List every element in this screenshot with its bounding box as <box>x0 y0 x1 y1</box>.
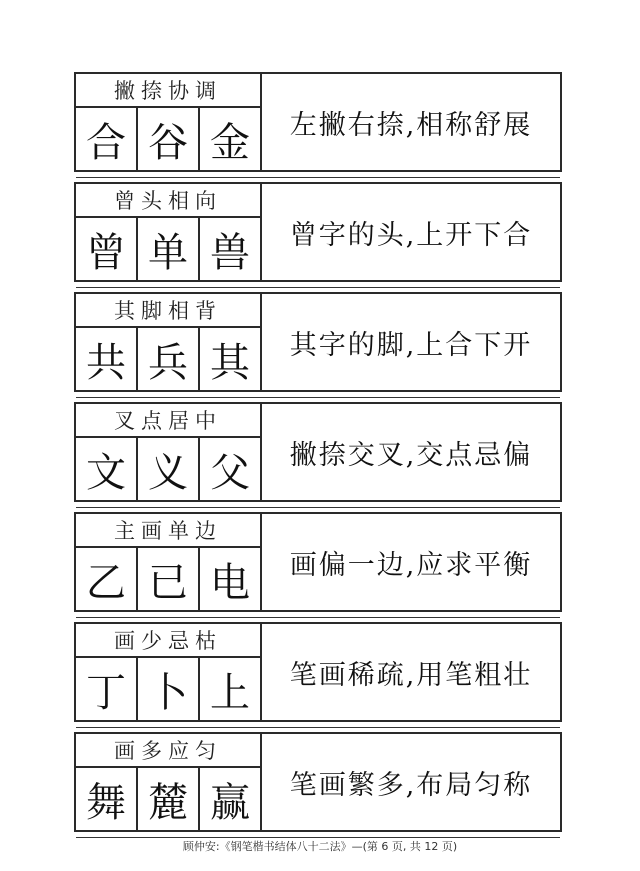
example-char: 已 <box>138 548 200 610</box>
rule-row <box>74 402 562 502</box>
rule-description: 画偏一边,应求平衡 <box>289 549 533 581</box>
page-footer: 顾仲安:《钢笔楷书结体八十二法》—(第 6 页, 共 12 页) <box>182 840 458 853</box>
example-chars <box>76 108 260 170</box>
example-char: 文 <box>76 438 138 500</box>
example-char: 合 <box>76 108 138 170</box>
example-char: 电 <box>210 559 250 606</box>
rule-row <box>74 292 562 392</box>
rule-left-panel <box>76 624 262 720</box>
example-char: 父 <box>210 449 250 496</box>
rule-title: 主画单边 <box>76 514 260 548</box>
rule-description: 左撇右捺,相称舒展 <box>289 109 533 141</box>
rule-left-panel <box>76 74 262 170</box>
example-char: 其 <box>210 339 250 386</box>
rule-row <box>74 72 562 172</box>
example-char: 金 <box>210 119 250 166</box>
rule-left-panel <box>76 404 262 500</box>
example-char: 卜 <box>138 658 200 720</box>
rule-title: 其脚相背 <box>76 294 260 328</box>
rule-row <box>74 732 562 832</box>
example-chars <box>76 218 260 280</box>
example-char: 义 <box>138 438 200 500</box>
example-char: 上 <box>210 669 250 716</box>
rule-row <box>74 182 562 282</box>
example-char: 兵 <box>138 328 200 390</box>
example-char: 兽 <box>210 229 250 276</box>
rule-title: 撇捺协调 <box>76 74 260 108</box>
example-char: 舞 <box>76 768 138 830</box>
rule-title: 画少忌枯 <box>76 624 260 658</box>
example-char: 丁 <box>76 658 138 720</box>
example-char: 赢 <box>210 779 250 826</box>
example-chars <box>76 548 260 610</box>
rule-title: 叉点居中 <box>76 404 260 438</box>
rule-description: 撇捺交叉,交点忌偏 <box>289 439 533 471</box>
rules-sheet <box>74 72 562 842</box>
example-chars <box>76 768 260 830</box>
example-char: 谷 <box>138 108 200 170</box>
example-chars <box>76 658 260 720</box>
example-char: 共 <box>76 328 138 390</box>
rule-description: 曾字的头,上开下合 <box>289 219 533 251</box>
example-char: 乙 <box>76 548 138 610</box>
example-chars <box>76 438 260 500</box>
rule-description: 笔画繁多,布局匀称 <box>289 769 533 801</box>
example-char: 曾 <box>76 218 138 280</box>
example-chars <box>76 328 260 390</box>
rule-title: 画多应匀 <box>76 734 260 768</box>
example-char: 单 <box>138 218 200 280</box>
rule-title: 曾头相向 <box>76 184 260 218</box>
rule-row <box>74 512 562 612</box>
rule-row <box>74 622 562 722</box>
rule-left-panel <box>76 294 262 390</box>
example-char: 麓 <box>138 768 200 830</box>
rule-description: 其字的脚,上合下开 <box>289 329 533 361</box>
rule-description: 笔画稀疏,用笔粗壮 <box>289 659 533 691</box>
rule-left-panel <box>76 514 262 610</box>
rule-left-panel <box>76 184 262 280</box>
rule-left-panel <box>76 734 262 830</box>
